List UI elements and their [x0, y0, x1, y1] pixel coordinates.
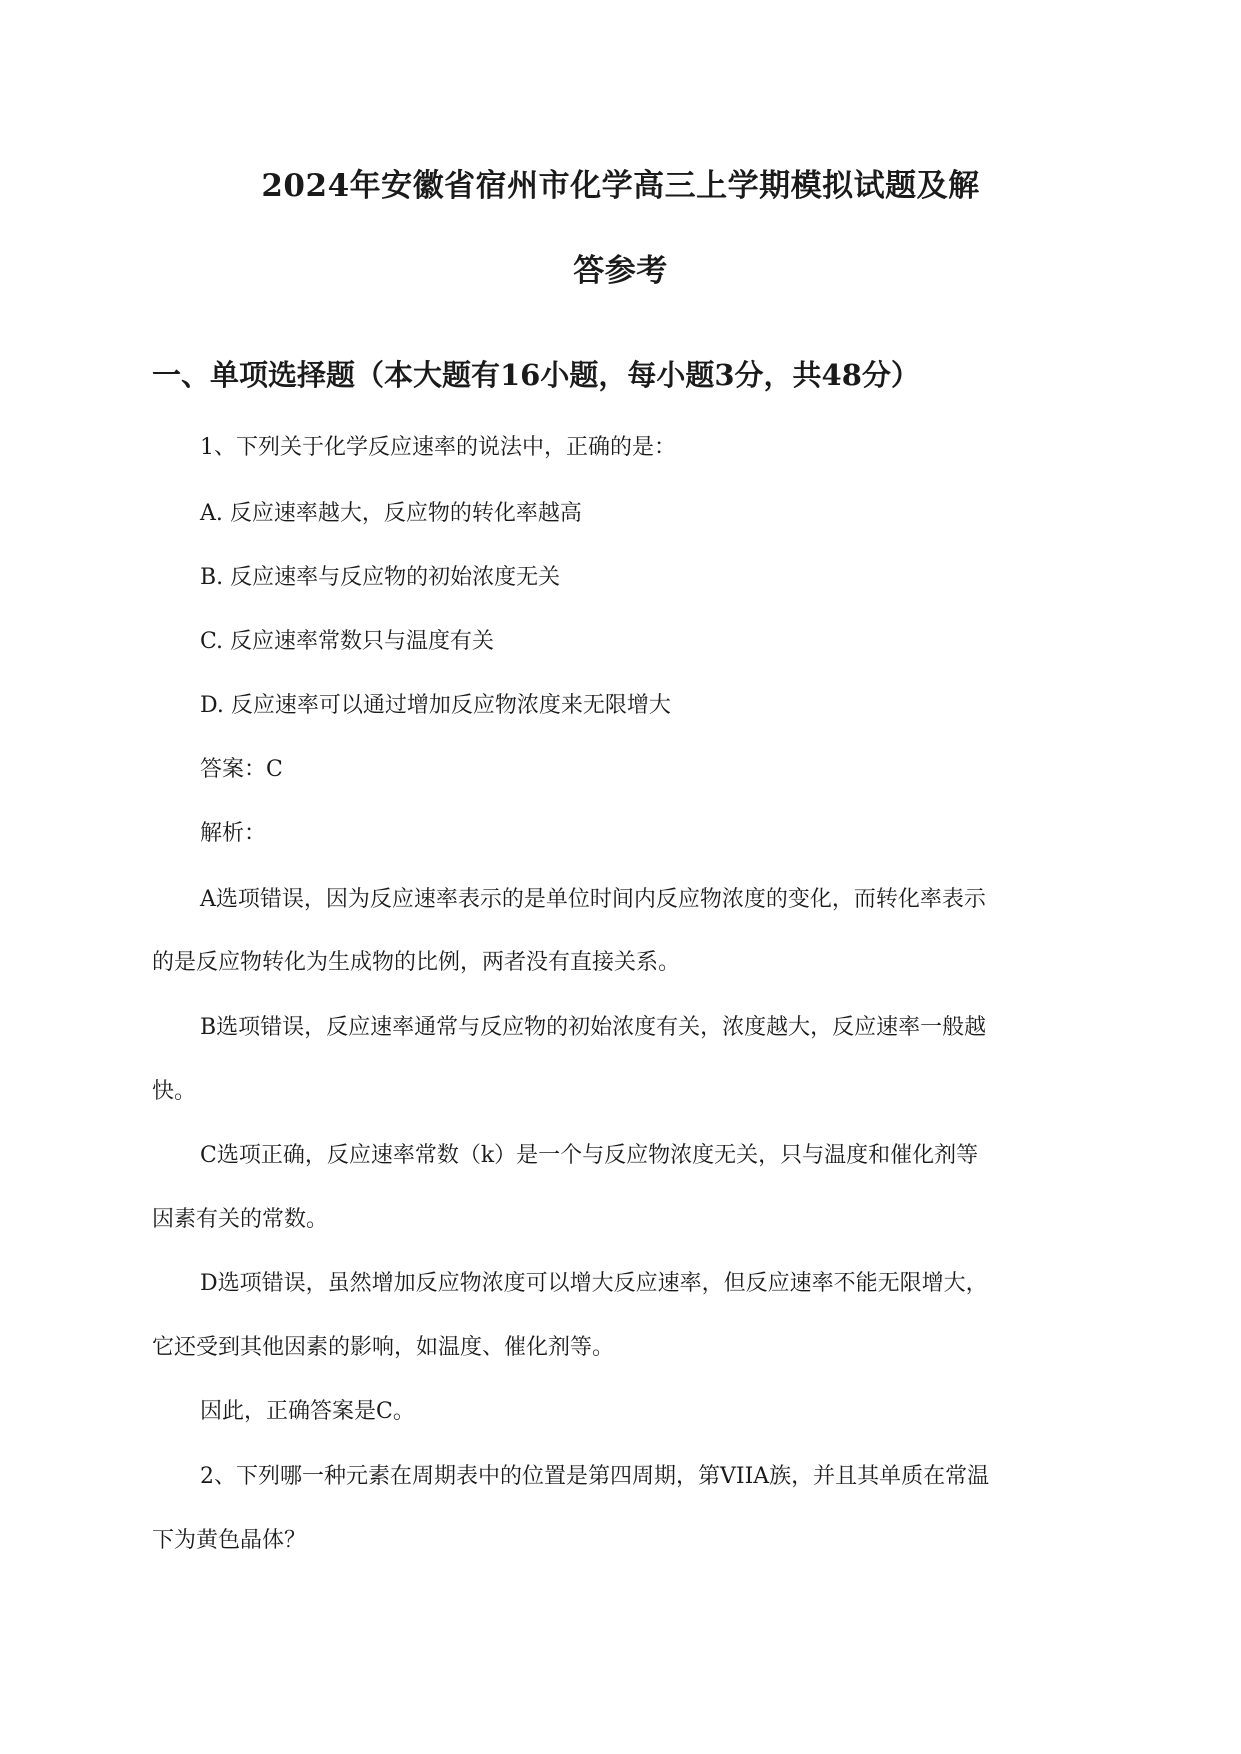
analysis-b-line-1: B选项错误，反应速率通常与反应物的初始浓度有关，浓度越大，反应速率一般越 [200, 1015, 987, 1040]
question-1-answer: 答案：C [200, 757, 283, 782]
question-1-option-c: C. 反应速率常数只与温度有关 [200, 629, 495, 654]
question-1-option-a: A. 反应速率越大，反应物的转化率越高 [200, 501, 582, 526]
analysis-a-line-1: A选项错误，因为反应速率表示的是单位时间内反应物浓度的变化，而转化率表示 [200, 887, 986, 912]
analysis-a-line-2: 的是反应物转化为生成物的比例，两者没有直接关系。 [152, 950, 681, 975]
document-title-line-1: 2024年安徽省宿州市化学高三上学期模拟试题及解 [261, 168, 980, 204]
question-2-stem-line-2: 下为黄色晶体？ [152, 1528, 307, 1553]
question-1-option-b: B. 反应速率与反应物的初始浓度无关 [200, 565, 561, 590]
question-1-option-d: D. 反应速率可以通过增加反应物浓度来无限增大 [200, 693, 671, 718]
analysis-d-line-2: 它还受到其他因素的影响，如温度、催化剂等。 [152, 1335, 615, 1360]
question-1-conclusion: 因此，正确答案是C。 [200, 1399, 415, 1424]
analysis-c-line-1: C选项正确，反应速率常数（k）是一个与反应物浓度无关，只与温度和催化剂等 [200, 1143, 979, 1168]
document-title-line-2: 答参考 [573, 253, 668, 289]
analysis-b-line-2: 快。 [152, 1079, 197, 1104]
question-1-analysis-label: 解析： [200, 821, 267, 846]
section-heading: 一、单项选择题（本大题有16小题，每小题3分，共48分） [152, 358, 920, 392]
question-2-stem-line-1: 2、下列哪一种元素在周期表中的位置是第四周期，第VIIA族，并且其单质在常温 [200, 1464, 990, 1489]
analysis-c-line-2: 因素有关的常数。 [152, 1207, 329, 1232]
analysis-d-line-1: D选项错误，虽然增加反应物浓度可以增大反应速率，但反应速率不能无限增大， [200, 1271, 988, 1296]
question-1-stem: 1、下列关于化学反应速率的说法中，正确的是： [200, 435, 676, 460]
